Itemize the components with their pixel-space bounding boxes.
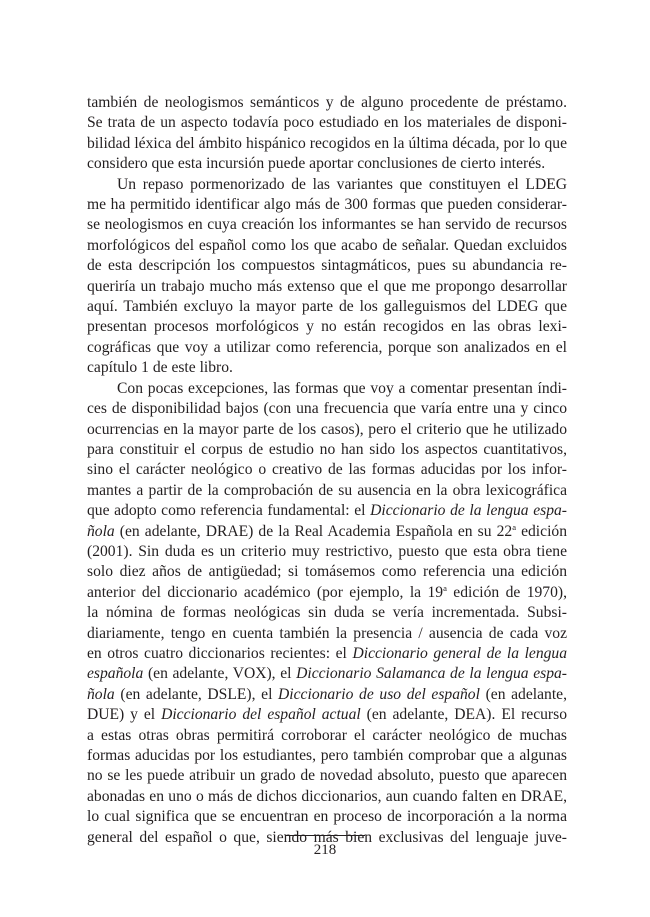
- text-line: la nómina de formas neológicas sin duda se vería incrementada. Subsi-: [87, 604, 567, 622]
- text-line: para constituir el corpus de estudio no han sido los aspectos cuantitativos,: [87, 440, 567, 458]
- text-line: ces de disponibilidad bajos (con una frecuencia que varía entre una y cinco: [87, 400, 567, 418]
- text-line: Un repaso pormenorizado de las variantes que constituyen el LDEG: [117, 175, 567, 193]
- book-title: Diccionario general de la lengua: [352, 644, 567, 662]
- text-line: [87, 685, 567, 705]
- text-run: (en adelante, DRAE) de la Real Academia Española en su 22: [114, 522, 513, 540]
- text-line: general del español o que, siendo más bien exclusivas del lenguaje juve-: [87, 828, 567, 846]
- text-line: [87, 501, 567, 521]
- text-line: solo diez años de antigüedad; si tomásemos como referencia una edición: [87, 563, 567, 581]
- text-line: [87, 644, 567, 664]
- text-line: (2001). Sin duda es un criterio muy restrictivo, puesto que esta obra tiene: [87, 542, 567, 560]
- text-line: sino el carácter neológico o creativo de las formas aducidas por los infor-: [87, 461, 567, 479]
- folio-rule: [286, 835, 365, 836]
- text-line: mantes a partir de la comprobación de su ausencia en la obra lexicográfica: [87, 481, 567, 499]
- text-line: también de neologismos semánticos y de alguno procedente de préstamo.: [87, 94, 567, 111]
- text-line: presentan procesos morfológicos y no están recogidos en las obras lexi-: [87, 318, 567, 336]
- text-run: edición: [516, 522, 567, 540]
- text-line: Con pocas excepciones, las formas que voy a comentar presentan índi-: [117, 379, 567, 397]
- book-title: ñola: [87, 522, 115, 540]
- text-line: capítulo 1 de este libro.: [87, 359, 233, 377]
- body-text: [87, 93, 567, 848]
- text-line: morfológicos del español como los que acabo de señalar. Quedan excluidos: [87, 236, 567, 254]
- text-line: formas aducidas por los estudiantes, pero también comprobar que a algunas: [87, 747, 567, 764]
- text-line: se neologismos en cuya creación los informantes se han servido de recursos: [87, 216, 567, 234]
- text-line: me ha permitido identificar algo más de 300 formas que pueden considerar-: [87, 196, 567, 214]
- text-run: (en adelante, DSLE), el: [114, 685, 279, 703]
- text-run: (en adelante, DEA). El recurso: [360, 706, 567, 724]
- text-line: no se les puede atribuir un grado de novedad absoluto, puesto que aparecen: [87, 767, 567, 785]
- book-title: ñola: [87, 685, 115, 703]
- book-title: Diccionario de la lengua espa-: [370, 502, 567, 520]
- text-line: Se trata de un aspecto todavía poco estudiado en los materiales de disponi-: [87, 114, 567, 132]
- book-title: Diccionario de uso del español: [278, 685, 480, 703]
- text-line: diariamente, tengo en cuenta también la presencia / ausencia de cada voz: [87, 624, 567, 642]
- text-line: [87, 705, 567, 725]
- text-line: cográficas que voy a utilizar como referencia, porque son analizados en el: [87, 338, 567, 356]
- text-line: de esta descripción los compuestos sintagmáticos, pues su abundancia re-: [87, 257, 567, 275]
- page-number: 218: [313, 842, 337, 858]
- text-line: [87, 522, 567, 542]
- text-line: ocurrencias en la mayor parte de los casos), pero el criterio que he utilizado: [87, 420, 567, 438]
- text-run: (en adelante,: [479, 685, 567, 703]
- text-run: en otros cuatro diccionarios recientes: el: [87, 644, 353, 662]
- text-line: [87, 664, 567, 684]
- book-title: Diccionario Salamanca de la lengua espa-: [296, 665, 567, 683]
- book-title: española: [87, 665, 144, 683]
- text-line: queriría un trabajo mucho más extenso que el que me propongo desarrollar: [87, 277, 567, 295]
- text-line: considero que esta incursión puede aportar conclusiones de cierto interés.: [87, 155, 546, 173]
- text-line: aquí. También excluyo la mayor parte de los galleguismos del LDEG que: [87, 298, 567, 316]
- text-line: abonadas en uno o más de dichos diccionarios, aun cuando falten en DRAE,: [87, 787, 567, 805]
- text-run: anterior del diccionario académico (por ejemplo, la 19: [87, 583, 444, 601]
- text-run: edición de 1970),: [446, 583, 567, 601]
- text-line: bilidad léxica del ámbito hispánico recogidos en la última década, por lo que: [87, 134, 567, 152]
- ordinal-superscript: a: [512, 521, 517, 532]
- book-title: Diccionario del español actual: [161, 706, 361, 724]
- text-run: (en adelante, VOX), el: [143, 665, 297, 683]
- text-line: a estas otras obras permitirá corroborar el carácter neológico de muchas: [87, 726, 567, 744]
- text-run: que adopto como referencia fundamental: el: [87, 502, 371, 520]
- text-line: [87, 583, 567, 603]
- text-run: DUE) y el: [87, 706, 162, 724]
- ordinal-superscript: a: [443, 582, 447, 593]
- text-line: lo cual significa que se encuentran en proceso de incorporación a la norma: [87, 808, 567, 826]
